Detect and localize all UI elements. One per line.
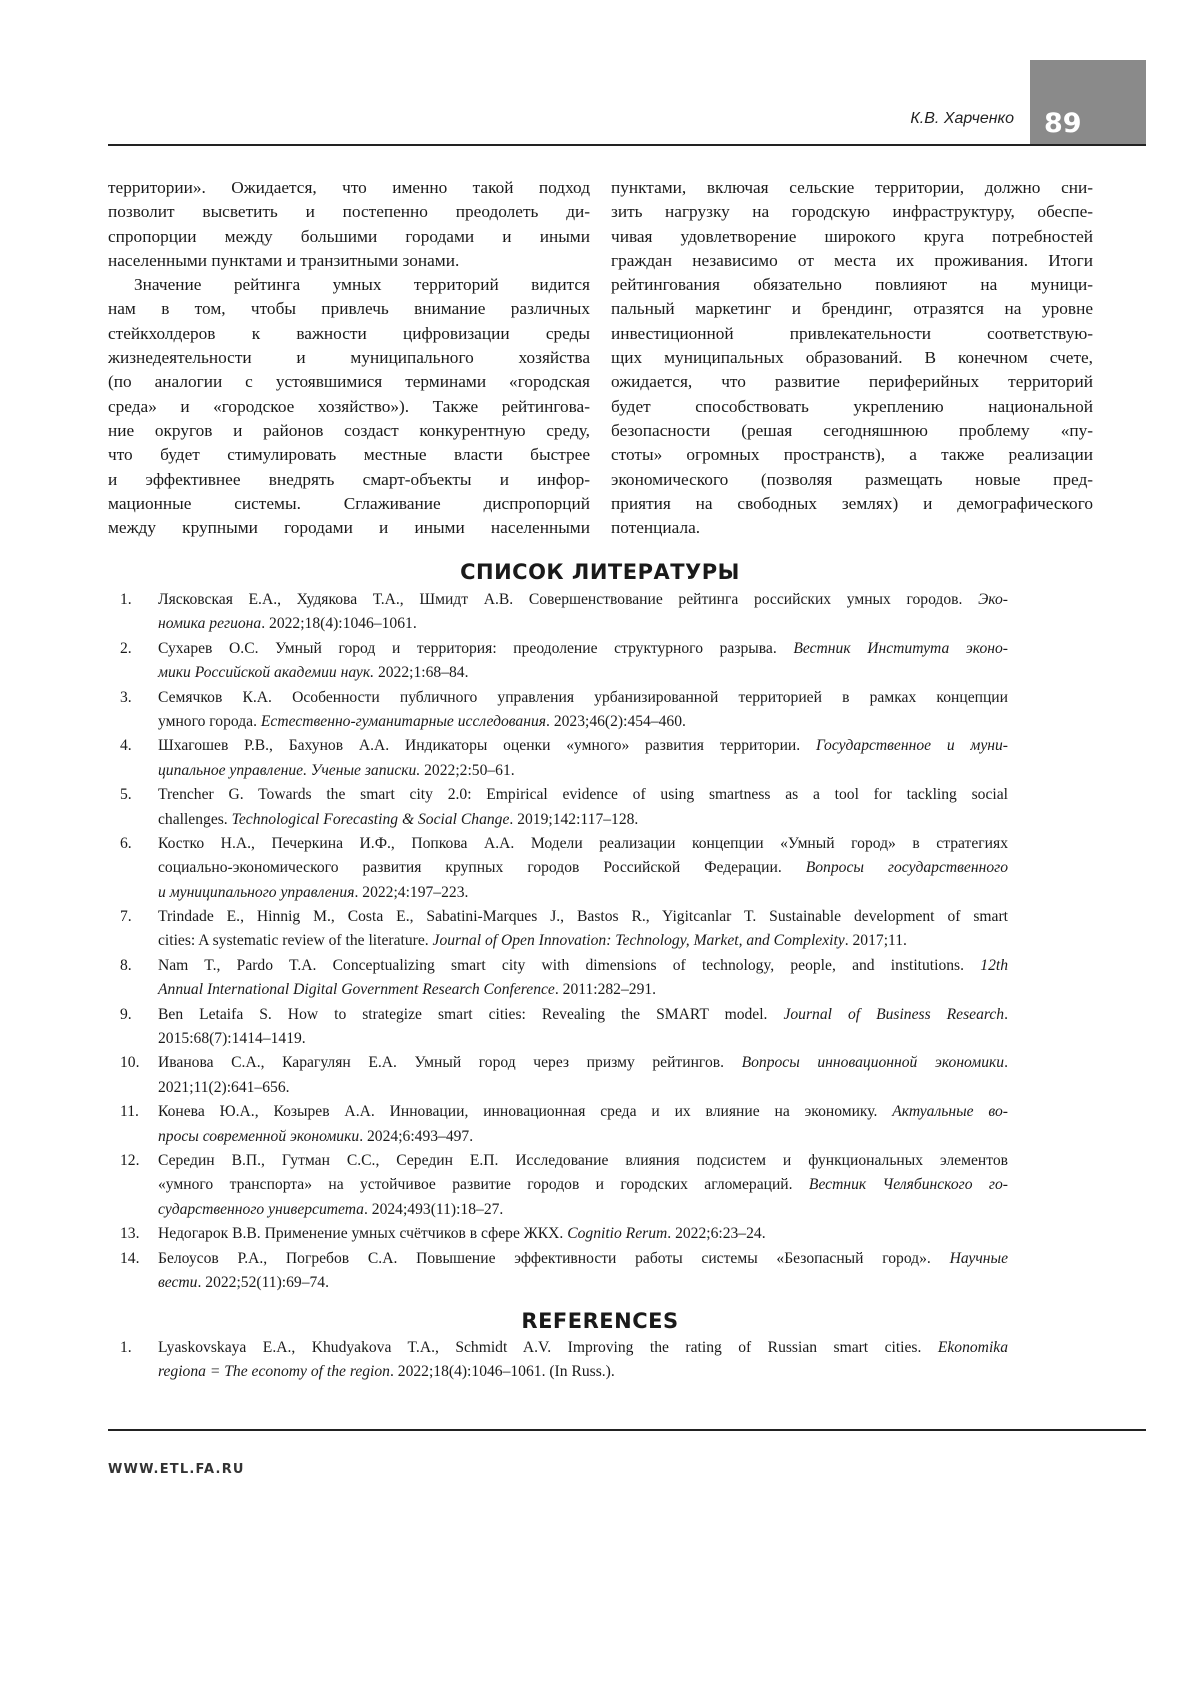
text-line: инвестиционной привлекательности соответствую- xyxy=(611,323,1093,343)
running-header-author: К.В. Харченко xyxy=(910,110,1014,127)
reference-line xyxy=(158,710,1008,734)
body-column-right xyxy=(611,176,1093,540)
reference-source: Вестник Челябинского го- xyxy=(808,1176,1008,1194)
reference-text: Недогарок В.В. Применение умных счётчиков в сфере ЖКХ. xyxy=(158,1225,568,1243)
reference-text: . 2019;142:117–128. xyxy=(509,810,639,828)
references-list xyxy=(108,1336,1008,1385)
text-line: мационные системы. Сглаживание диспропорций xyxy=(108,493,590,513)
reference-number: 6. xyxy=(120,834,132,852)
reference-line xyxy=(158,1360,1008,1384)
reference-source: Естественно-гуманитарные исследования xyxy=(260,712,547,730)
reference-text: Шхагошев Р.В., Бахунов А.А. Индикаторы оценки «умного» развития территории. xyxy=(158,737,816,755)
reference-number: 8. xyxy=(120,956,132,974)
reference-text: 2022;1:68–84. xyxy=(374,664,469,682)
reference-line xyxy=(158,1125,1008,1149)
text-line: что будет стимулировать местные власти быстрее xyxy=(108,445,590,465)
text-line: территории». Ожидается, что именно такой подход xyxy=(108,178,590,197)
reference-line xyxy=(158,637,1008,661)
reference-line xyxy=(158,1336,1008,1360)
reference-item xyxy=(108,1051,1008,1100)
reference-line xyxy=(158,661,1008,685)
reference-line xyxy=(158,1100,1008,1124)
text-line: и эффективнее внедрять смарт-объекты и инфор- xyxy=(108,469,590,489)
reference-number: 12. xyxy=(120,1151,140,1169)
reference-text: . 2022;6:23–24. xyxy=(667,1225,766,1243)
text-line: стейкхолдеров к важности цифровизации среды xyxy=(108,323,590,343)
reference-text: cities: A systematic review of the literature. xyxy=(158,932,433,950)
reference-text: Trindade E., Hinnig M., Costa E., Sabatini-Marques J., Bastos R., Yigitcanlar T. Sustainable development of smart xyxy=(158,908,1008,926)
reference-text: . 2023;46(2):454–460. xyxy=(546,712,686,730)
page-number: 89 xyxy=(1044,108,1082,139)
reference-source: Актуальные во- xyxy=(892,1103,1008,1121)
reference-text: Конева Ю.А., Козырев А.А. Инновации, инновационная среда и их влияние на экономику. xyxy=(158,1103,893,1121)
reference-item xyxy=(108,1003,1008,1052)
text-line: чивая удовлетворение широкого круга потребностей xyxy=(611,226,1093,246)
reference-item xyxy=(108,1149,1008,1222)
reference-source: ципальное управление. Ученые записки. xyxy=(158,761,421,779)
text-line: нам в том, чтобы привлечь внимание различных xyxy=(108,299,590,319)
reference-line xyxy=(158,1247,1008,1271)
reference-line xyxy=(158,1027,1008,1051)
text-line: будет способствовать укреплению национальной xyxy=(611,396,1093,416)
reference-line xyxy=(158,588,1008,612)
text-line: пунктами, включая сельские территории, должно сни- xyxy=(611,178,1093,197)
reference-item xyxy=(108,1100,1008,1149)
reference-line xyxy=(158,808,1008,832)
reference-source: Cognitio Rerum xyxy=(567,1225,668,1243)
reference-text: Лясковская Е.А., Худякова Т.А., Шмидт А.В. Совершенствование рейтинга российских умных городов. xyxy=(158,591,979,608)
reference-line xyxy=(158,686,1008,710)
reference-item xyxy=(108,1222,1008,1246)
text-line: спропорции между большими городами и иными xyxy=(108,226,590,246)
reference-number: 7. xyxy=(120,908,132,926)
reference-source: номика региона xyxy=(158,615,262,633)
footer-rule xyxy=(108,1429,1146,1431)
reference-text: Белоусов Р.А., Погребов С.А. Повышение эффективности работы системы «Безопасный город». xyxy=(158,1249,950,1267)
reference-number: 13. xyxy=(120,1225,140,1243)
reference-line xyxy=(158,929,1008,953)
reference-line xyxy=(158,1271,1008,1295)
reference-text: challenges. xyxy=(158,810,232,828)
text-line: граждан независимо от места их проживания. Итоги xyxy=(611,250,1093,270)
reference-source: Государственное и муни- xyxy=(815,737,1008,755)
references-heading: REFERENCES xyxy=(521,1309,679,1333)
reference-source: Научные xyxy=(949,1249,1008,1267)
reference-item xyxy=(108,1336,1008,1385)
reference-line xyxy=(158,881,1008,905)
reference-line xyxy=(158,783,1008,807)
reference-source: Вестник Института эконо- xyxy=(793,639,1008,657)
reference-text: 2015:68(7):1414–1419. xyxy=(158,1030,306,1048)
reference-line xyxy=(158,759,1008,783)
bibliography-list xyxy=(108,588,1008,1295)
reference-text: Lyaskovskaya E.A., Khudyakova T.A., Schmidt A.V. Improving the rating of Russian smart cities. xyxy=(158,1339,938,1356)
reference-item xyxy=(108,734,1008,783)
reference-text: . xyxy=(1004,1005,1008,1023)
reference-line xyxy=(158,1198,1008,1222)
reference-number: 11. xyxy=(120,1103,139,1121)
reference-text: Иванова С.А., Карагулян Е.А. Умный город через призму рейтингов. xyxy=(158,1054,742,1072)
reference-text: социально-экономического развития крупных городов Российской Федерации. xyxy=(158,859,806,877)
reference-text: Костко Н.А., Печеркина И.Ф., Попкова А.А. Модели реализации концепции «Умный город» в стратегиях xyxy=(158,834,1008,852)
reference-text: . 2022;18(4):1046–1061. xyxy=(261,615,417,633)
reference-text: . 2022;18(4):1046–1061. (In Russ.). xyxy=(389,1363,615,1381)
text-line: экономического (позволяя размещать новые пред- xyxy=(611,469,1093,489)
reference-number: 2. xyxy=(120,639,132,657)
reference-number: 14. xyxy=(120,1249,140,1267)
reference-source: Journal of Open Innovation: Technology, Market, and Complexity xyxy=(432,932,845,950)
reference-number: 1. xyxy=(120,591,132,608)
text-line: населенными пунктами и транзитными зонами. xyxy=(108,250,460,270)
reference-number: 4. xyxy=(120,737,132,755)
reference-text: 2022;2:50–61. xyxy=(420,761,515,779)
reference-text: . 2022;52(11):69–74. xyxy=(197,1273,329,1291)
text-line: зить нагрузку на городскую инфраструктуру, обеспе- xyxy=(611,202,1093,222)
reference-source: Эко- xyxy=(978,591,1008,608)
text-line: между крупными городами и иными населенными xyxy=(108,518,590,538)
text-line: стоты» огромных пространств), а также реализации xyxy=(611,445,1093,465)
reference-line xyxy=(158,832,1008,856)
reference-line xyxy=(158,905,1008,929)
reference-source: мики Российской академии наук. xyxy=(158,664,375,682)
bibliography-heading: СПИСОК ЛИТЕРАТУРЫ xyxy=(460,560,740,584)
text-line: Значение рейтинга умных территорий видится xyxy=(134,275,590,295)
text-line: пальный маркетинг и брендинг, отразятся на уровне xyxy=(611,299,1093,319)
reference-text: Ben Letaifa S. How to strategize smart cities: Revealing the SMART model. xyxy=(158,1005,784,1023)
reference-line xyxy=(158,978,1008,1002)
reference-source: и муниципального управления xyxy=(158,883,355,901)
reference-number: 3. xyxy=(120,688,132,706)
reference-item xyxy=(108,686,1008,735)
reference-number: 9. xyxy=(120,1005,132,1023)
text-line: безопасности (решая сегодняшнюю проблему «пу- xyxy=(611,420,1093,440)
reference-source: Technological Forecasting & Social Change xyxy=(231,810,510,828)
reference-source: Вопросы инновационной экономики xyxy=(741,1054,1005,1072)
reference-text: Сухарев О.С. Умный город и территория: преодоление структурного разрыва. xyxy=(158,639,794,657)
reference-line xyxy=(158,1149,1008,1173)
reference-source: regiona = The economy of the region xyxy=(158,1363,390,1381)
reference-line xyxy=(158,1076,1008,1100)
reference-text: . 2017;11. xyxy=(844,932,907,950)
reference-text: Середин В.П., Гутман С.С., Середин Е.П. Исследование влияния подсистем и функциональных элементов xyxy=(158,1151,1008,1169)
reference-text: Trencher G. Towards the smart city 2.0: Empirical evidence of using smartness as a tool for tackling social xyxy=(158,786,1008,804)
reference-text: умного города. xyxy=(158,712,261,730)
reference-source: вести xyxy=(158,1273,198,1291)
reference-source: сударственного университета xyxy=(158,1200,364,1218)
reference-item xyxy=(108,954,1008,1003)
reference-source: Annual International Digital Government Research Conference xyxy=(158,981,555,999)
reference-item xyxy=(108,783,1008,832)
reference-line xyxy=(158,1173,1008,1197)
reference-item xyxy=(108,832,1008,905)
text-line: рейтингования обязательно повлияют на муници- xyxy=(611,275,1093,295)
reference-text: 2021;11(2):641–656. xyxy=(158,1078,290,1096)
text-line: позволит высветить и постепенно преодолеть ди- xyxy=(108,202,590,222)
reference-source: просы современной экономики xyxy=(158,1127,360,1145)
reference-line xyxy=(158,1222,1008,1246)
reference-line xyxy=(158,1003,1008,1027)
reference-number: 5. xyxy=(120,786,132,804)
reference-item xyxy=(108,905,1008,954)
text-line: ние округов и районов создаст конкурентную среду, xyxy=(108,420,590,440)
reference-text: Семячков К.А. Особенности публичного управления урбанизированной территорией в рамках концепции xyxy=(158,688,1008,706)
body-column-left xyxy=(108,176,590,540)
reference-text: . 2024;6:493–497. xyxy=(359,1127,474,1145)
reference-source: Journal of Business Research xyxy=(783,1005,1005,1023)
reference-text: . 2024;493(11):18–27. xyxy=(363,1200,504,1218)
footer-url: WWW.ETL.FA.RU xyxy=(108,1462,245,1477)
reference-line xyxy=(158,734,1008,758)
reference-source: Ekonomika xyxy=(937,1339,1008,1356)
reference-text: . 2022;4:197–223. xyxy=(354,883,469,901)
reference-line xyxy=(158,1051,1008,1075)
reference-text: . 2011:282–291. xyxy=(554,981,657,999)
text-line: ожидается, что развитие периферийных территорий xyxy=(611,372,1093,392)
text-line: (по аналогии с устоявшимися терминами «городская xyxy=(108,372,590,392)
reference-text: Nam T., Pardo T.A. Conceptualizing smart city with dimensions of technology, people, and institutions. xyxy=(158,956,981,974)
text-line: среда» и «городское хозяйство»). Также рейтингова- xyxy=(108,396,590,416)
reference-item xyxy=(108,588,1008,637)
reference-text: . xyxy=(1004,1054,1009,1072)
reference-number: 10. xyxy=(120,1054,140,1072)
text-line: приятия на свободных землях) и демографического xyxy=(611,493,1093,513)
text-line: потенциала. xyxy=(611,518,701,538)
text-line: жизнедеятельности и муниципального хозяйства xyxy=(108,348,590,368)
reference-number: 1. xyxy=(120,1339,132,1356)
reference-source: Вопросы государственного xyxy=(805,859,1008,877)
reference-source: 12th xyxy=(980,956,1008,974)
reference-item xyxy=(108,637,1008,686)
reference-item xyxy=(108,1247,1008,1296)
header-rule xyxy=(108,144,1146,146)
reference-line xyxy=(158,954,1008,978)
reference-text: «умного транспорта» на устойчивое развитие городов и городских агломераций. xyxy=(158,1176,809,1194)
reference-line xyxy=(158,612,1008,636)
text-line: щих муниципальных образований. В конечном счете, xyxy=(611,348,1093,368)
reference-line xyxy=(158,856,1008,880)
